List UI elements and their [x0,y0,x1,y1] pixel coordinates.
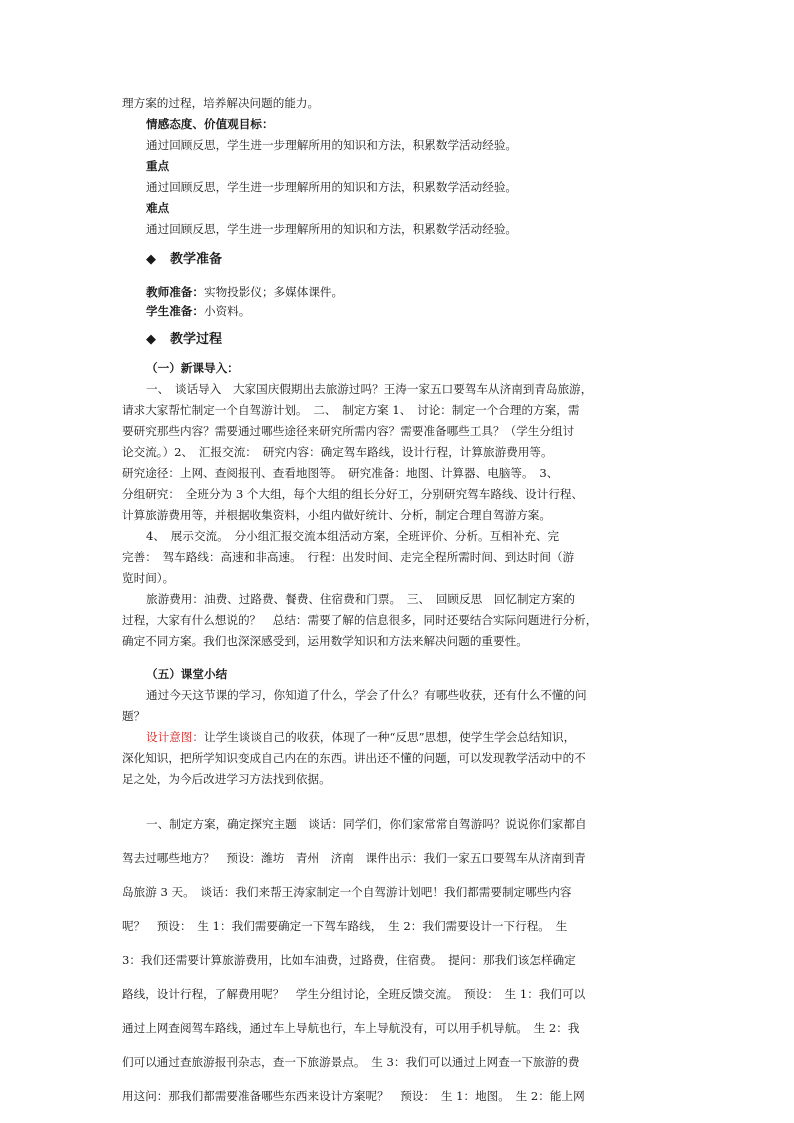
key-point-heading: 重点 [146,159,170,173]
design-intent-line: 足之处，为今后改进学习方法找到依据。 [122,772,331,786]
section1-line: 4、 展示交流。 分小组汇报交流本组活动方案，全班评价、分析。互相补充、完 [146,529,560,543]
teacher-preparation-label: 教师准备： [146,285,204,299]
part2-line: 路线，设计行程，了解费用呢？ 学生分组讨论，全班反馈交流。 预设： 生 1：我们可以 [122,987,586,1001]
teacher-preparation-text: 实物投影仪；多媒体课件。 [203,285,344,299]
design-intent-line: 深化知识，把所学知识变成自己内在的东西。讲出还不懂的问题，可以发现教学活动中的不 [122,751,586,765]
section1-heading: （一）新课导入： [146,361,239,375]
student-preparation-label: 学生准备： [146,304,204,318]
section1-line: 请求大家帮忙制定一个自驾游计划。 二、 制定方案 1、 讨论：制定一个合理的方案，需 [122,403,580,417]
part2-line: 呢？ 预设： 生 1：我们需要确定一下驾车路线， 生 2：我们需要设计一下行程。 生 [122,919,568,933]
process-heading [146,330,222,350]
teacher-preparation [146,282,343,302]
part2-line: 驾去过哪些地方？ 预设：潍坊 青州 济南 课件出示：我们一家五口要驾车从济南到青 [122,851,586,865]
student-preparation [146,301,250,321]
difficulty-text: 通过回顾反思，学生进一步理解所用的知识和方法，积累数学活动经验。 [146,222,518,236]
design-intent-label: 设计意图： [146,730,204,744]
design-intent-line [146,727,575,747]
section1-line: 过程，大家有什么想说的？ 总结：需要了解的信息很多，同时还要结合实际问题进行分析， [122,613,598,627]
section1-line: 完善： 驾车路线：高速和非高速。 行程：出发时间、走完全程所需时间、到达时间（游 [122,550,575,564]
diamond-bullet-icon: ◆ [146,332,156,347]
objective-continuation: 理方案的过程，培养解决问题的能力。 [122,96,320,110]
diamond-bullet-icon: ◆ [146,252,156,267]
emotion-objective-text: 通过回顾反思，学生进一步理解所用的知识和方法，积累数学活动经验。 [146,138,518,152]
section5-line: 题？ [122,709,146,723]
difficulty-heading: 难点 [146,201,170,215]
process-title: 教学过程 [170,332,223,347]
section5-line: 通过今天这节课的学习，你知道了什么，学会了什么？有哪些收获，还有什么不懂的问 [146,688,587,702]
part2-line: 用这问：那我们都需要准备哪些东西来设计方案呢？ 预设： 生 1：地图。 生 2：能上网 [122,1089,585,1103]
section5-heading: （五）课堂小结 [146,667,228,681]
section1-line: 研究途径：上网、查阅报刊、查看地图等。 研究准备：地图、计算器、电脑等。 3、 [122,466,559,480]
section1-line: 一、 谈话导入 大家国庆假期出去旅游过吗？王涛一家五口要驾车从济南到青岛旅游， [146,382,593,396]
part2-line: 3：我们还需要计算旅游费用，比如车油费，过路费，住宿费。 提问：那我们该怎样确定 [122,953,576,967]
section1-line: 览时间）。 [122,571,175,585]
section1-line: 分组研究： 全班分为 3 个大组，每个大组的组长分好工，分别研究驾车路线、设计行程、 [122,487,584,501]
emotion-objective-heading: 情感态度、价值观目标： [146,117,274,131]
section1-line: 确定不同方案。我们也深深感受到，运用数学知识和方法来解决问题的重要性。 [122,634,528,648]
student-preparation-text: 小资料。 [203,304,251,318]
part2-line: 通过上网查阅驾车路线，通过车上导航也行，车上导航没有，可以用手机导航。 生 2：我 [122,1021,580,1035]
part2-line: 们可以通过查旅游报刊杂志，查一下旅游景点。 生 3：我们可以通过上网查一下旅游的费 [122,1055,580,1069]
preparation-title: 教学准备 [170,252,223,267]
section1-line: 旅游费用：油费、过路费、餐费、住宿费和门票。 三、 回顾反思 回忆制定方案的 [146,592,575,606]
section1-line: 论交流。）2、 汇报交流： 研究内容：确定驾车路线，设计行程，计算旅游费用等。 [122,445,553,459]
key-point-text: 通过回顾反思，学生进一步理解所用的知识和方法，积累数学活动经验。 [146,180,518,194]
section1-line: 要研究那些内容？需要通过哪些途径来研究所需内容？需要准备哪些工具？（学生分组讨 [122,424,575,438]
design-intent-text: 让学生谈谈自己的收获，体现了一种“反思”思想，使学生学会总结知识， [203,730,576,744]
preparation-heading [146,250,222,270]
part2-line: 岛旅游 3 天。 谈话：我们来帮王涛家制定一个自驾游计划吧！我们都需要制定哪些内容 [122,885,572,899]
section1-line: 计算旅游费用等，并根据收集资料，小组内做好统计、分析，制定合理自驾游方案。 [122,508,551,522]
part2-line: 一、制定方案，确定探究主题 谈话：同学们，你们家常常自驾游吗？说说你们家都自 [146,817,587,831]
